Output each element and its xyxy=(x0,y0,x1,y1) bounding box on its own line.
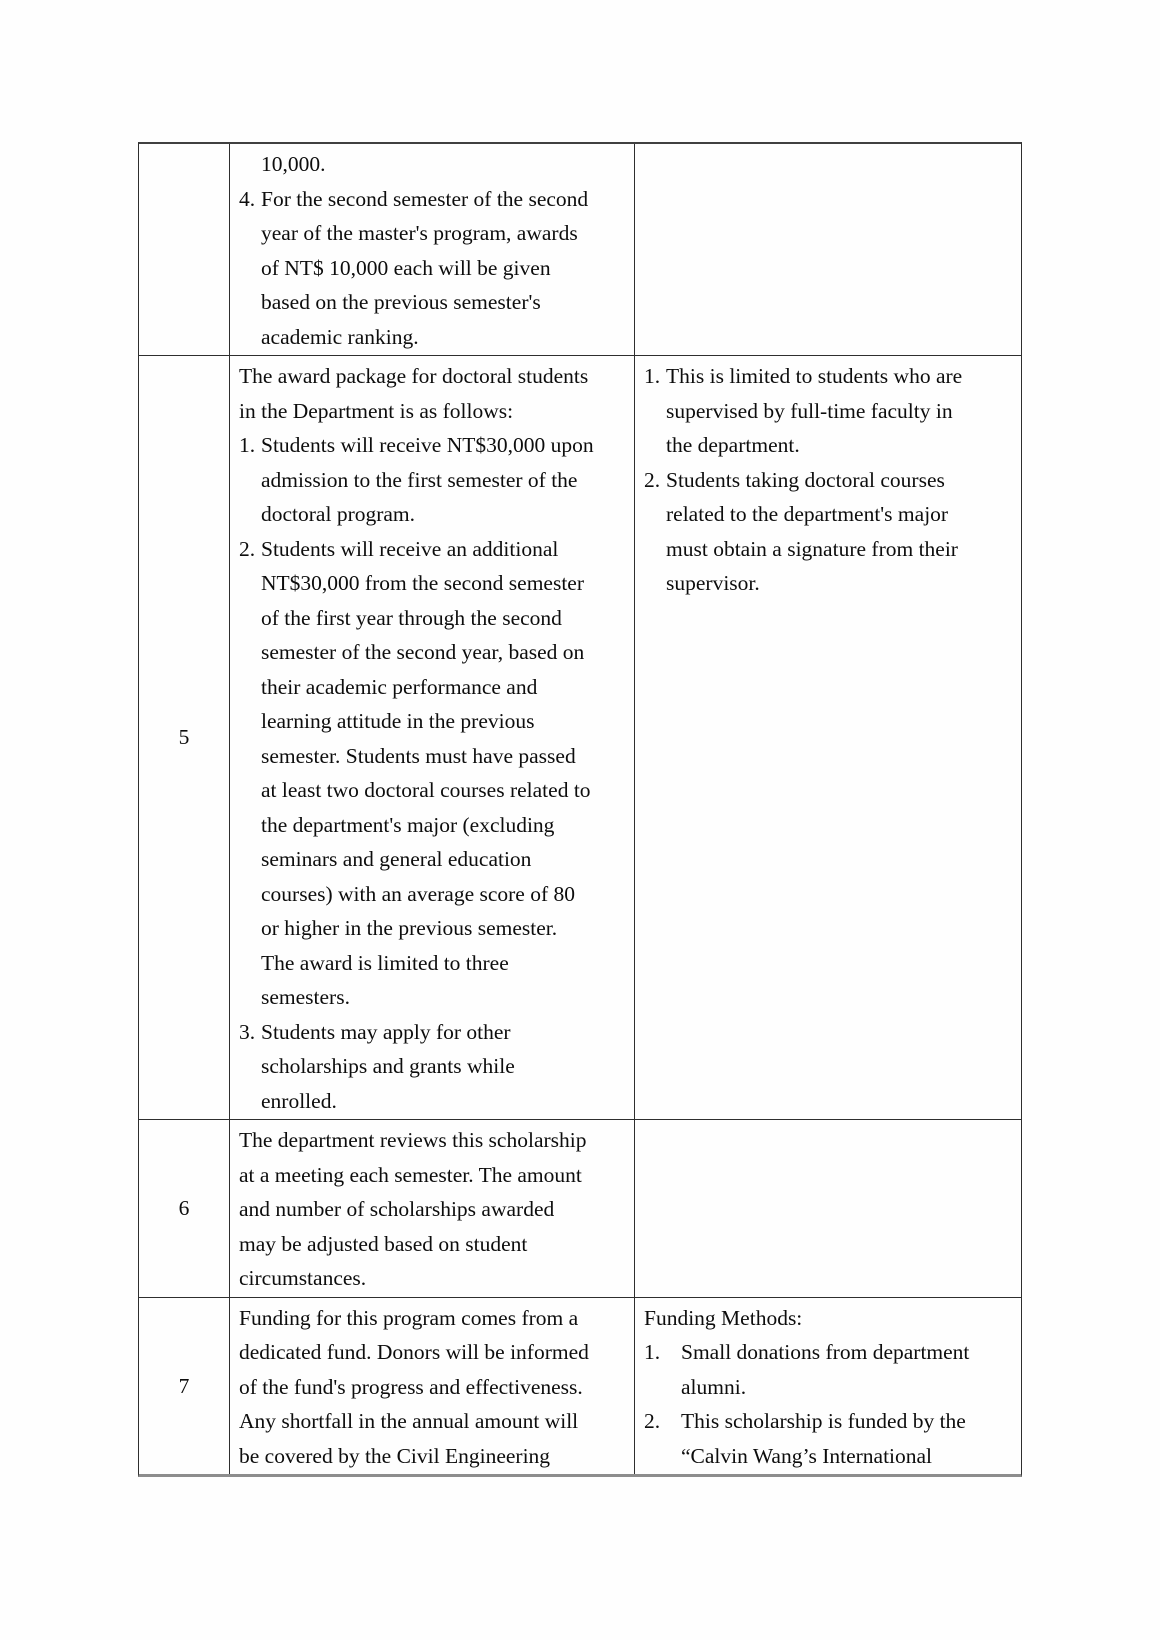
text-line: seminars and general education xyxy=(261,847,532,871)
text-line xyxy=(239,428,626,463)
notes-cell xyxy=(635,1120,1021,1297)
list-number: 1. xyxy=(644,364,661,388)
text-line: semester. Students must have passed xyxy=(261,743,576,768)
text-line: supervised by full-time faculty in xyxy=(666,398,953,423)
line-text: Students may apply for other xyxy=(261,1019,511,1044)
line-text: Students will receive an additional xyxy=(261,536,559,561)
row-number-cell xyxy=(139,356,230,1119)
text-line: semesters. xyxy=(261,985,350,1009)
text-line: the department. xyxy=(666,433,800,457)
text-line: supervisor. xyxy=(666,571,760,595)
row-number-cell xyxy=(139,144,230,355)
text-line: of the first year through the second xyxy=(261,605,562,630)
text-line: admission to the first semester of the xyxy=(261,467,578,492)
text-line: based on the previous semester's xyxy=(261,290,541,314)
text-line: doctoral program. xyxy=(261,502,416,526)
text-line: 10,000. xyxy=(261,152,326,176)
text-line: be covered by the Civil Engineering xyxy=(239,1443,551,1468)
text-line: of NT$ 10,000 each will be given xyxy=(261,255,551,280)
text-line xyxy=(239,1015,626,1050)
line-text: Students will receive NT$30,000 upon xyxy=(261,433,594,457)
scholarship-rules-table xyxy=(138,142,1022,1477)
list-number: 2. xyxy=(644,467,661,492)
text-line: learning attitude in the previous xyxy=(261,709,535,733)
row-number-cell xyxy=(139,1298,230,1475)
list-number: 4. xyxy=(239,186,256,211)
line-text: For the second semester of the second xyxy=(261,186,589,211)
row-number: 5 xyxy=(178,725,190,750)
notes-cell xyxy=(635,1298,1021,1475)
text-line: of the fund's progress and effectiveness. xyxy=(239,1374,583,1399)
text-line xyxy=(644,463,1013,498)
list-number: 2. xyxy=(644,1409,661,1433)
list-number: 1. xyxy=(644,1340,661,1364)
text-line: The department reviews this scholarship xyxy=(239,1128,587,1152)
text-line: Funding for this program comes from a xyxy=(239,1305,579,1330)
text-line: in the Department is as follows: xyxy=(239,398,514,423)
text-line: academic ranking. xyxy=(261,324,419,349)
text-line: year of the master's program, awards xyxy=(261,221,578,245)
text-line xyxy=(644,359,1013,394)
line-text: Small donations from department xyxy=(681,1340,970,1364)
line-text: This scholarship is funded by the xyxy=(681,1409,966,1433)
text-line: related to the department's major xyxy=(666,502,949,526)
text-line: their academic performance and xyxy=(261,674,538,699)
table-row xyxy=(139,1298,1021,1475)
text-line: may be adjusted based on student xyxy=(239,1231,528,1256)
line-text: This is limited to students who are xyxy=(666,364,963,388)
text-line: semester of the second year, based on xyxy=(261,640,585,664)
text-line: courses) with an average score of 80 xyxy=(261,881,576,906)
text-line: and number of scholarships awarded xyxy=(239,1197,555,1221)
row-number: 7 xyxy=(178,1373,190,1398)
text-line: dedicated fund. Donors will be informed xyxy=(239,1340,589,1364)
text-line: Any shortfall in the annual amount will xyxy=(239,1409,579,1433)
notes-cell xyxy=(635,356,1021,1119)
provision-cell xyxy=(230,1298,635,1475)
text-line: enrolled. xyxy=(261,1088,337,1113)
provision-cell xyxy=(230,356,635,1119)
list-number: 2. xyxy=(239,536,256,561)
text-line xyxy=(644,1335,1013,1370)
list-number: 3. xyxy=(239,1019,256,1044)
table-row xyxy=(139,1120,1021,1298)
text-line: the department's major (excluding xyxy=(261,812,555,837)
line-text: Students taking doctoral courses xyxy=(666,467,945,492)
text-line xyxy=(239,532,626,567)
text-line: alumni. xyxy=(681,1374,747,1399)
text-line: scholarships and grants while xyxy=(261,1054,515,1078)
table-row xyxy=(139,356,1021,1120)
row-number: 6 xyxy=(178,1196,190,1220)
text-line: Funding Methods: xyxy=(644,1305,803,1330)
text-line: must obtain a signature from their xyxy=(666,536,958,561)
text-line: at a meeting each semester. The amount xyxy=(239,1162,582,1187)
text-line: or higher in the previous semester. xyxy=(261,916,558,940)
provision-cell xyxy=(230,144,635,355)
text-line xyxy=(239,182,626,217)
row-number-cell xyxy=(139,1120,230,1297)
text-line: circumstances. xyxy=(239,1266,367,1290)
text-line: The award package for doctoral students xyxy=(239,364,589,388)
text-line: The award is limited to three xyxy=(261,950,509,975)
text-line xyxy=(644,1404,1013,1439)
notes-cell xyxy=(635,144,1021,355)
table-row xyxy=(139,144,1021,356)
text-line: “Calvin Wang’s International xyxy=(681,1443,933,1468)
text-line: at least two doctoral courses related to xyxy=(261,778,591,802)
list-number: 1. xyxy=(239,433,256,457)
text-line: NT$30,000 from the second semester xyxy=(261,571,585,595)
provision-cell xyxy=(230,1120,635,1297)
